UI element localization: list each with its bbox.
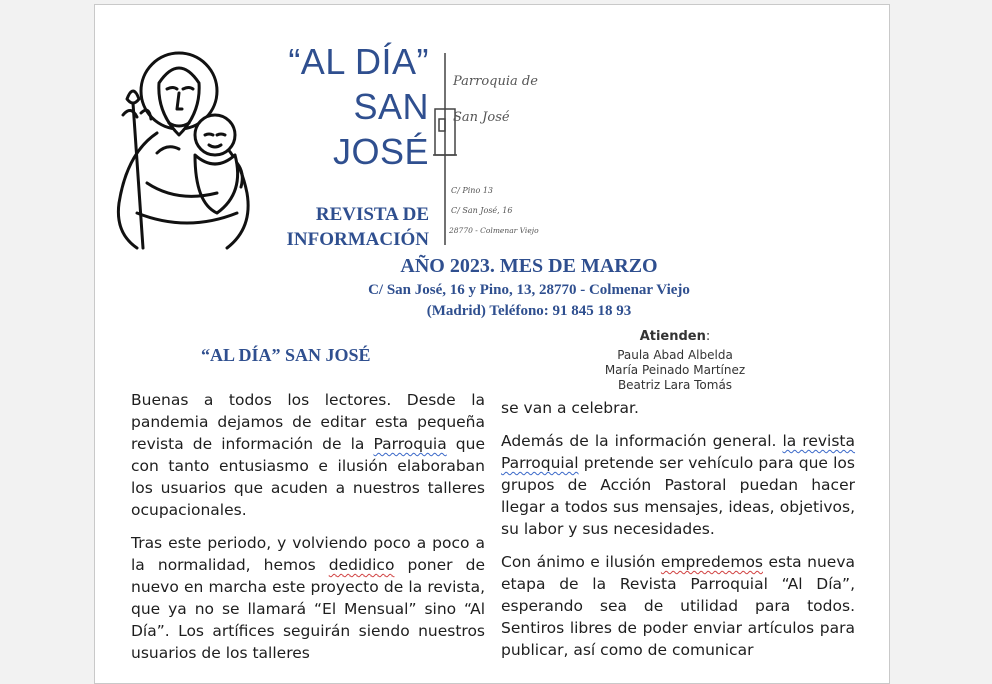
atienden-box (575, 329, 775, 393)
address-line-1: C/ San José, 16 y Pino, 13, 28770 - Colmenar Viejo (368, 282, 690, 298)
paragraph: Buenas a todos los lectores. Desde la pandemia dejamos de editar esta pequeña revista de información de la Parroquia que con tanto entusiasmo e ilusión elaboraban los usuarios que acuden a nuestros talleres ocupacionales. (131, 391, 485, 519)
misspelled-word[interactable]: dedidico (328, 556, 395, 574)
right-column (501, 397, 855, 672)
stamp-text-3: C/ Pino 13 (451, 186, 493, 195)
stamp-text-5: 28770 - Colmenar Viejo (449, 226, 539, 235)
saint-joseph-logo (97, 43, 255, 253)
magazine-title (245, 39, 429, 174)
issue-date: AÑO 2023. MES DE MARZO (400, 255, 658, 277)
title-line-3: JOSÉ (332, 131, 429, 172)
paragraph: se van a celebrar. (501, 399, 639, 417)
misspelled-word[interactable]: empredemos (660, 553, 763, 571)
stamp-text-2: San José (453, 110, 510, 125)
subtitle-line-1: REVISTA DE (315, 204, 429, 225)
magazine-subtitle (265, 202, 429, 252)
address-line-2: (Madrid) Teléfono: 91 845 18 93 (426, 303, 632, 319)
atienden-name: Beatriz Lara Tomás (617, 378, 733, 392)
subtitle-line-2: INFORMACIÓN (286, 229, 429, 250)
title-line-2: SAN (353, 86, 429, 127)
grammar-underlined-word[interactable]: Parroquia (373, 435, 447, 453)
paragraph: Además de la información general. la revista Parroquial pretende ser vehículo para que los grupos de Acción Pastoral puedan hacer llegar a todos sus mensajes, ideas, objetivos, su labor y sus necesidades. (501, 432, 856, 538)
left-column (131, 389, 485, 675)
document-page (94, 4, 890, 684)
atienden-name: Paula Abad Albelda (617, 348, 733, 362)
paragraph: Tras este periodo, y volviendo poco a poco a la normalidad, hemos dedidico poner de nuevo en marcha este proyecto de la revista, que ya no se llamará “El Mensual” sino “Al Día”. Los artífices seguirán siendo nuestros usuarios de los talleres (131, 534, 485, 662)
paragraph: Con ánimo e ilusión empredemos esta nueva etapa de la Revista Parroquial “Al Día”, esperando sea de utilidad para todos. Sentiros libres de poder enviar artículos para publicar, así como de comunicar (501, 553, 855, 659)
parish-stamp (431, 49, 543, 249)
stamp-text-1: Parroquia de (453, 74, 538, 89)
article-heading: “AL DÍA” SAN JOSÉ (201, 345, 371, 365)
stamp-text-4: C/ San José, 16 (451, 206, 513, 215)
grammar-underlined-phrase[interactable]: la revista Parroquial (501, 432, 856, 472)
atienden-heading: Atienden: (639, 329, 711, 344)
title-line-1: “AL DÍA” (288, 41, 429, 82)
atienden-name: María Peinado Martínez (604, 363, 746, 377)
